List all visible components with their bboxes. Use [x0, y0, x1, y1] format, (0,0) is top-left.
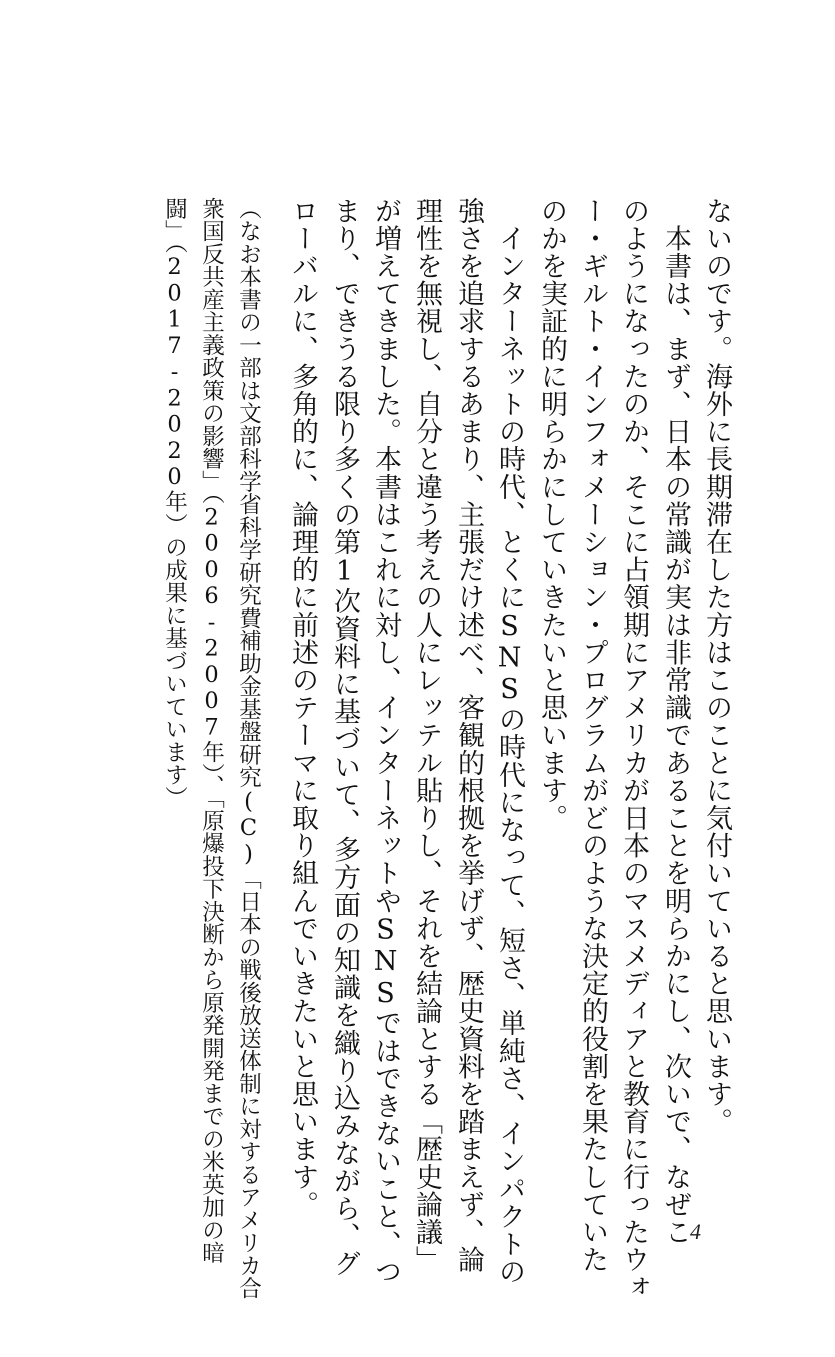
- footnote-column-3: 闘」（2017-2020年）の成果に基づいています）: [161, 197, 188, 809]
- body-text-column-7: 強さを追求するあまり、主張だけ述べ、客観的根拠を挙げず、歴史資料を踏まえず、論: [453, 197, 484, 1274]
- body-text-column-4: ー・ギルト・インフォメーション・プログラムがどのような決定的役割を果たしていた: [577, 197, 608, 1274]
- body-text-column-1: ないのです。海外に長期滞在した方はこのことに気付いていると思います。: [701, 197, 732, 1136]
- footnote-column-2: 衆国反共産主義政策の影響」（2006-2007年）、「原爆投下決断から原発開発までの米英加の暗: [198, 197, 225, 1264]
- footnote-column-1: （なお本書の一部は文部科学省科学研究費補助金基盤研究(C)「日本の戦後放送体制に対するアメリカ合: [235, 197, 262, 1300]
- body-text-column-3: のようになったのか、そこに占領期にアメリカが日本のマスメディアと教育に行ったウォ: [618, 197, 649, 1301]
- body-text-column-6: インターネットの時代、とくにSNSの時代になって、短さ、単純さ、インパクトの: [494, 197, 525, 1286]
- body-text-column-11: ローバルに、多角的に、論理的に前述のテーマに取り組んでいきたいと思います。: [287, 197, 318, 1219]
- body-text-column-5: のかを実証的に明らかにしていきたいと思います。: [536, 197, 567, 832]
- page-number: 4: [690, 1219, 701, 1244]
- body-text-column-10: まり、できうる限り多くの第1次資料に基づいて、多方面の知識を織り込みながら、グ: [329, 197, 360, 1278]
- body-text-column-9: が増えてきました。本書はこれに対し、インターネットやSNSではできないこと、つ: [370, 197, 401, 1286]
- body-text-column-2: 本書は、まず、日本の常識が実は非常識であることを明らかにし、次いで、なぜこ: [660, 197, 691, 1246]
- body-text-column-8: 理性を無視し、自分と違う考えの人にレッテル貼りし、それを結論とする「歴史論議」: [411, 197, 442, 1274]
